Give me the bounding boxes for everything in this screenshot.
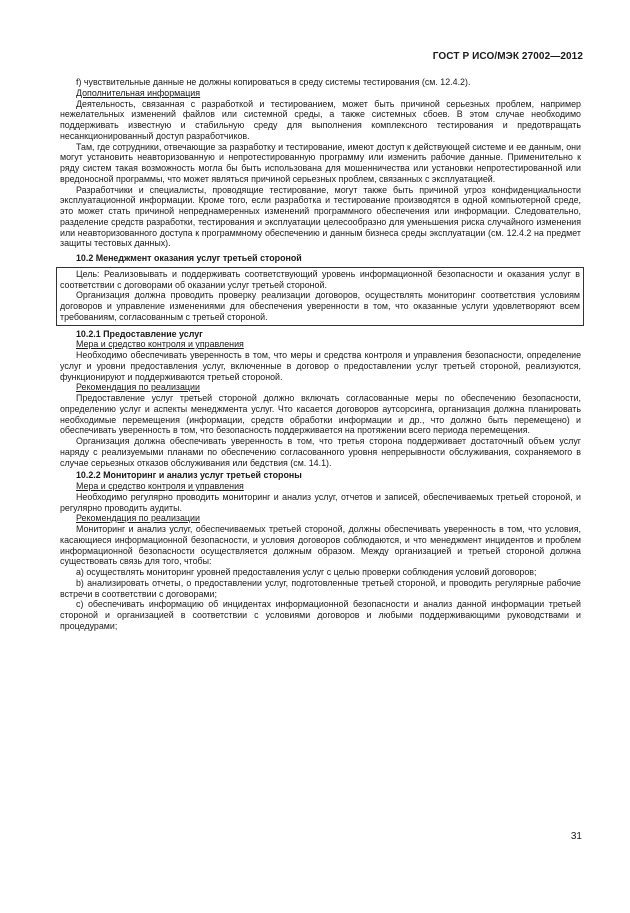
paragraph: Предоставление услуг третьей стороной должно включать согласованные меры по обеспечению безопасности, определению услуг и аспекты менеджмента услуг. Что касается договоров аутсорсинга, организация должна планировать необходимые перемещения (информации, средств обработки информации и др., что должно быть перемещено) и обеспечивать уверенность в том, что безопасность поддерживается на протяжении всего периода перемещения. <box>60 393 581 436</box>
page-number: 31 <box>570 831 582 842</box>
paragraph: Там, где сотрудники, отвечающие за разработку и тестирование, имеют доступ к действующей системе и ее данным, они могут установить неавторизованную и непротестированную программу или изменить рабочие данные. Применительно к ряду систем такая возможность могла бы быть использована для мошенничества или установки непротестированной или вредоносной программы, что может являться причиной серьезных проблем, связанных с эксплуатацией. <box>60 141 581 184</box>
list-item-b: b) анализировать отчеты, о предоставлении услуг, подготовленные третьей стороной, и проводить регулярные рабочие встречи в соответствии с договорами; <box>60 577 581 599</box>
section-heading-10-2: 10.2 Менеджмент оказания услуг третьей стороной <box>76 253 302 263</box>
paragraph: Мониторинг и анализ услуг, обеспечиваемых третьей стороной, должны обеспечивать уверенность в том, что условия, касающиеся информационной безопасности, и условия договоров соблюдаются, и что менеджмент инцидентов и проблем информационной безопасности осуществляется должным образом. Между организацией и третьей стороной должна существовать связь для того, чтобы: <box>60 524 581 567</box>
paragraph: Организация должна обеспечивать уверенность в том, что третья сторона поддерживает достаточный объем услуг наряду с реализуемыми планами по обеспечению согласованного уровня непрерывности обслуживания, сохраняемого в случае серьезных отказов обслуживания или бедствия (см. 14.1). <box>60 436 581 468</box>
label-implementation-guidance: Рекомендация по реализации <box>76 513 200 524</box>
document-body <box>60 77 581 632</box>
label-control-measure: Мера и средство контроля и управления <box>76 481 244 491</box>
paragraph: Разработчики и специалисты, проводящие тестирование, могут также быть причиной угроз конфиденциальности эксплуатационной информации. Кроме того, если разработка и тестирование производятся в одной компьютерной среде, это может стать причиной непреднамеренных изменений программного обеспечения или информации. Следовательно, разделение средств разработки, тестирования и эксплуатации целесообразно для уменьшения риска случайного изменения или неавторизованного доступа к программному обеспечению и данным бизнеса среды эксплуатации (см. 12.4.2 на предмет защиты тестовых данных). <box>60 184 581 249</box>
list-item-a: a) осуществлять мониторинг уровней предоставления услуг с целью проверки соблюдения условий договоров; <box>76 567 537 577</box>
section-heading-10-2-2: 10.2.2 Мониторинг и анализ услуг третьей стороны <box>76 470 302 481</box>
label-implementation-guidance: Рекомендация по реализации <box>76 382 200 393</box>
section-heading-10-2-1: 10.2.1 Предоставление услуг <box>76 328 203 339</box>
document-header: ГОСТ Р ИСО/МЭК 27002—2012 <box>432 51 583 62</box>
label-control-measure: Мера и средство контроля и управления <box>76 339 244 350</box>
paragraph-item-f: f) чувствительные данные не должны копироваться в среду системы тестирования (см. 12.4.2). <box>76 77 471 87</box>
objective-box <box>56 267 584 326</box>
paragraph: Необходимо обеспечивать уверенность в том, что меры и средства контроля и управления безопасности, определение услуг и уровни предоставления услуг, включенные в договор о предоставлении услуг третьей стороной, реализуются, функционируют и поддерживаются третьей стороной. <box>60 350 581 382</box>
paragraph: Необходимо регулярно проводить мониторинг и анализ услуг, отчетов и записей, обеспечиваемых третьей стороной, и регулярно проводить аудиты. <box>60 491 581 513</box>
list-item-c: c) обеспечивать информацию об инцидентах информационной безопасности и анализ данной информации третьей стороной и организацией в соответствии с условиями договоров и любыми поддерживающими руководствами и процедурами; <box>60 599 581 631</box>
paragraph: Деятельность, связанная с разработкой и тестированием, может быть причиной серьезных проблем, например нежелательных изменений файлов или системной среды, а также системных сбоев. В этом случае необходимо поддерживать известную и стабильную среду для выполнения комплексного тестирования и предотвращать несанкционированный доступ разработчиков. <box>60 98 581 141</box>
objective-text: Организация должна проводить проверку реализации договоров, осуществлять мониторинг соответствия условиям договоров и управление изменениями для обеспечения уверенности в том, что оказанные услуги удовлетворяют всем требованиям, согласованным с третьей стороной. <box>60 290 580 322</box>
objective-text: Цель: Реализовывать и поддерживать соответствующий уровень информационной безопасности и оказания услуг в соответствии с договорами об оказании услуг третьей стороной. <box>60 268 580 290</box>
label-additional-info: Дополнительная информация <box>76 87 201 98</box>
